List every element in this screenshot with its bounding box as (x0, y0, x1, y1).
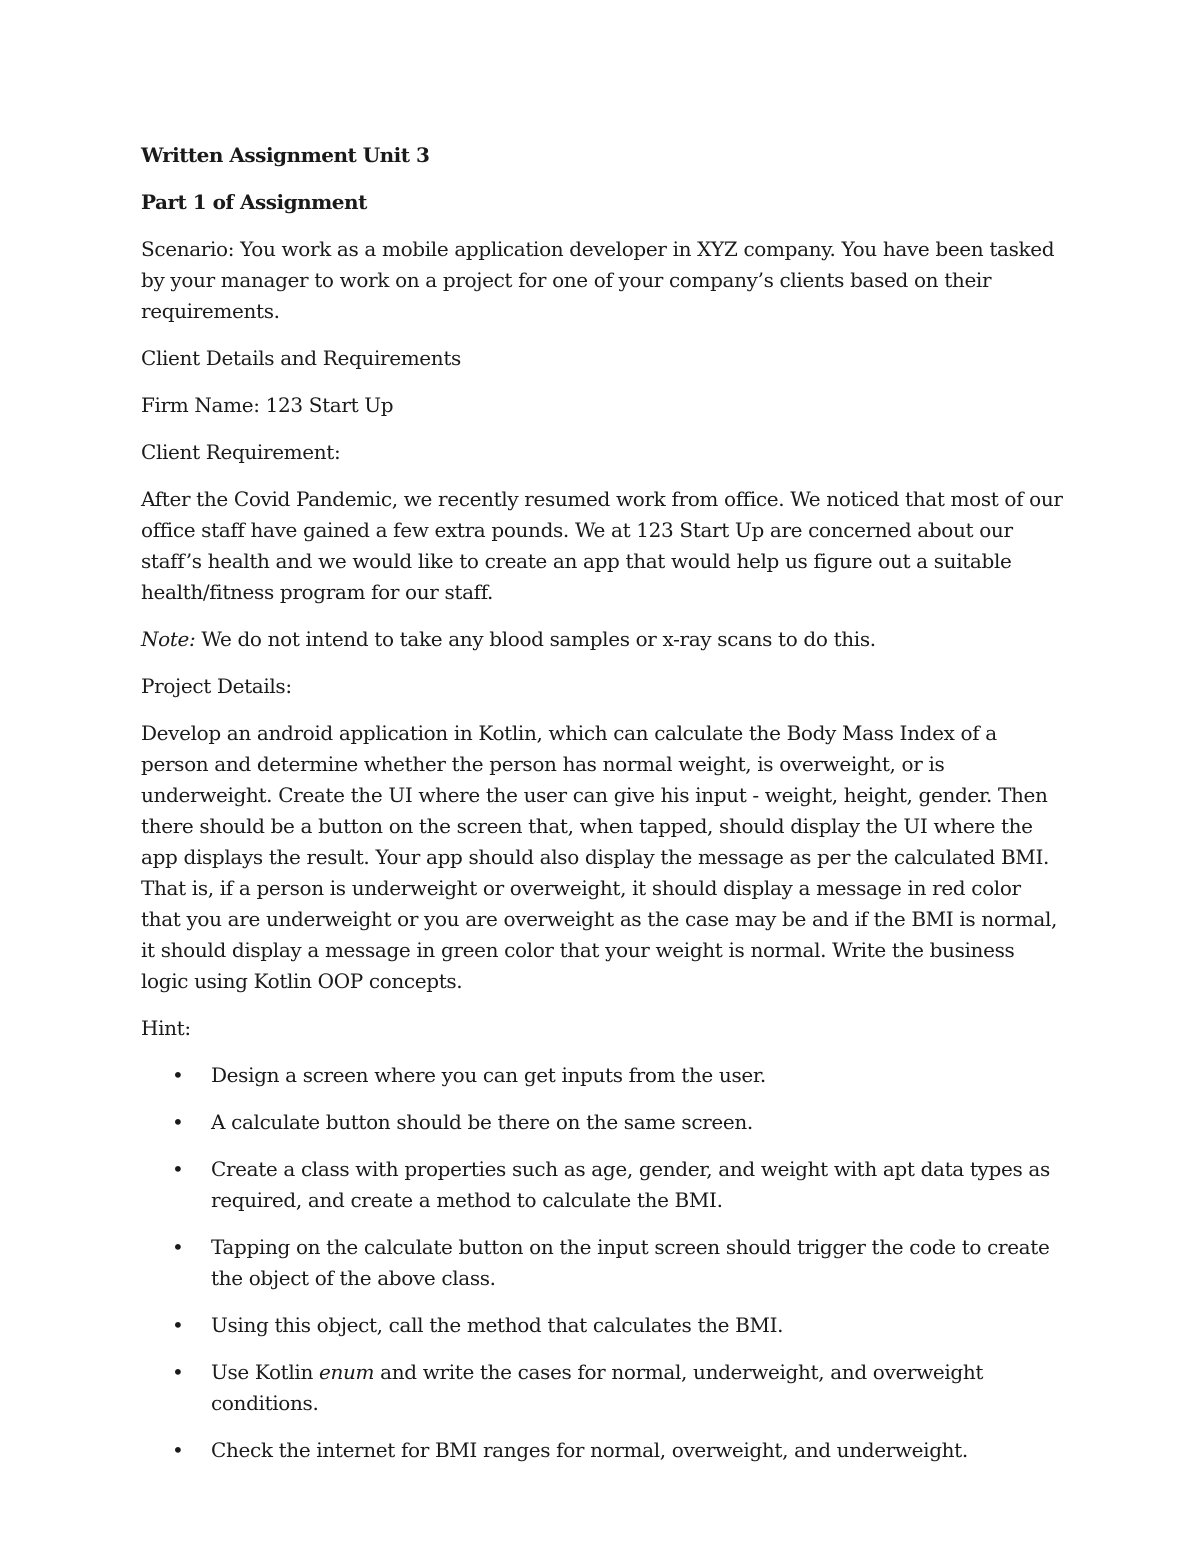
part-heading: Part 1 of Assignment (141, 190, 367, 214)
client-requirement-paragraph: After the Covid Pandemic, we recently resumed work from office. We noticed that most of our office staff have gained a few extra pounds. We at 123 Start Up are concerned about our staff’s health and we would like to create an app that would help us figure out a suitable health/fitness program for our staff. (141, 487, 1063, 604)
hint-text: Using this object, call the method that calculates the BMI. (211, 1313, 784, 1337)
hint-text-post: and write the cases for normal, underweight, and overweight conditions. (211, 1360, 984, 1415)
hint-item (141, 1310, 1066, 1341)
project-details-label: Project Details: (141, 674, 292, 698)
note-label: Note: (141, 627, 196, 651)
hint-text: Check the internet for BMI ranges for normal, overweight, and underweight. (211, 1438, 968, 1462)
hint-item (141, 1060, 1066, 1091)
note-paragraph (141, 624, 1066, 655)
bullet-icon: • (172, 1438, 184, 1462)
hint-item (141, 1357, 1066, 1419)
firm-name: Firm Name: 123 Start Up (141, 393, 394, 417)
hint-text: Create a class with properties such as age, gender, and weight with apt data types as required, and create a method to calculate the BMI. (211, 1157, 1050, 1212)
hint-label: Hint: (141, 1016, 191, 1040)
bullet-icon: • (172, 1360, 184, 1384)
hint-text-pre: Use Kotlin (211, 1360, 319, 1384)
bullet-icon: • (172, 1063, 184, 1087)
document-title: Written Assignment Unit 3 (141, 143, 430, 167)
document-body (141, 140, 1066, 1482)
note-text: We do not intend to take any blood samples or x-ray scans to do this. (195, 627, 876, 651)
hint-item (141, 1232, 1066, 1294)
hint-item (141, 1107, 1066, 1138)
bullet-icon: • (172, 1157, 184, 1181)
hint-text: A calculate button should be there on the same screen. (211, 1110, 753, 1134)
hint-text-enum: enum (318, 1360, 375, 1384)
client-details-heading: Client Details and Requirements (141, 346, 461, 370)
project-details-paragraph: Develop an android application in Kotlin, which can calculate the Body Mass Index of a person and determine whether the person has normal weight, is overweight, or is underweight. Create the UI where the user can give his input - weight, height, gender. Then there should be a button on the screen that, when tapped, should display the UI where the app displays the result. Your app should also display the message as per the calculated BMI. That is, if a person is underweight or overweight, it should display a message in red color that you are underweight or you are overweight as the case may be and if the BMI is normal, it should display a message in green color that your weight is normal. Write the business logic using Kotlin OOP concepts. (141, 721, 1058, 993)
hint-text: Design a screen where you can get inputs from the user. (211, 1063, 766, 1087)
hint-text: Tapping on the calculate button on the input screen should trigger the code to create the object of the above class. (211, 1235, 1050, 1290)
client-requirement-label: Client Requirement: (141, 440, 341, 464)
hint-list (141, 1060, 1066, 1466)
bullet-icon: • (172, 1235, 184, 1259)
hint-item (141, 1435, 1066, 1466)
bullet-icon: • (172, 1313, 184, 1337)
scenario-paragraph: Scenario: You work as a mobile application developer in XYZ company. You have been tasked by your manager to work on a project for one of your company’s clients based on their requirements. (141, 237, 1055, 323)
bullet-icon: • (172, 1110, 184, 1134)
hint-item (141, 1154, 1066, 1216)
